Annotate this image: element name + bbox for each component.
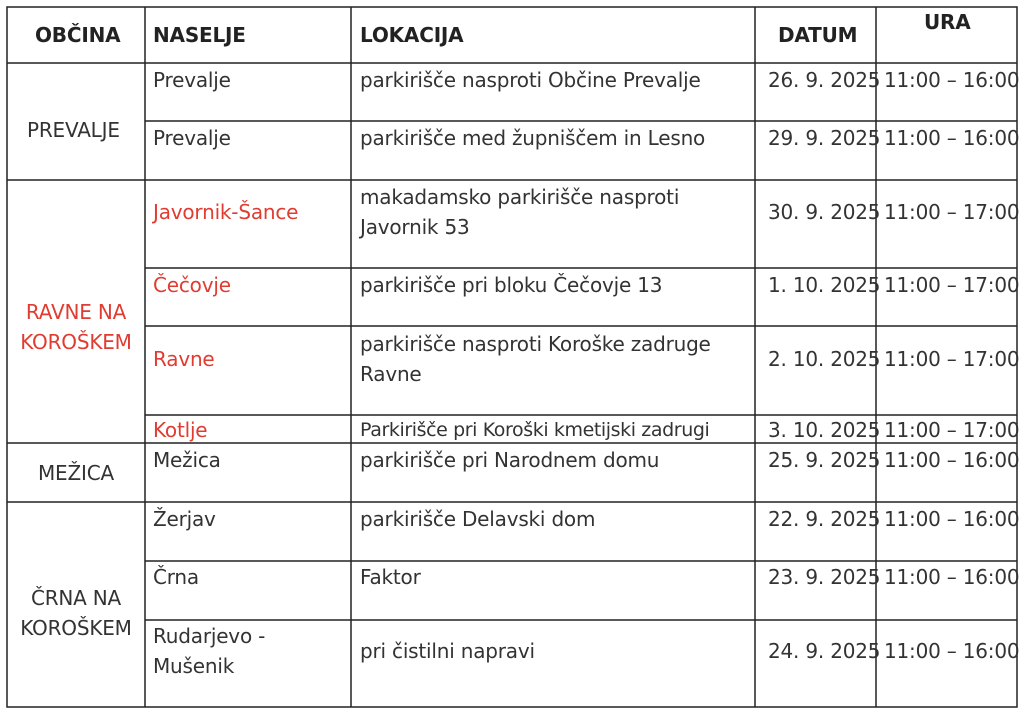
row-lokacija: Faktor	[360, 565, 421, 589]
header-obcina: OBČINA	[35, 23, 121, 47]
row-ura: 11:00 – 16:00	[884, 126, 1020, 150]
row-naselje-line2: Mušenik	[153, 654, 235, 678]
header-datum: DATUM	[778, 23, 858, 47]
header-naselje: NASELJE	[153, 23, 246, 47]
row-datum: 30. 9. 2025	[768, 200, 881, 224]
row-ura: 11:00 – 16:00	[884, 448, 1020, 472]
row-ura: 11:00 – 17:00	[884, 273, 1020, 297]
obcina-prevalje: PREVALJE	[27, 118, 120, 142]
row-datum: 26. 9. 2025	[768, 68, 881, 92]
obcina-mezica: MEŽICA	[38, 461, 114, 485]
row-ura: 11:00 – 17:00	[884, 347, 1020, 371]
row-lokacija-line2: Javornik 53	[360, 215, 470, 239]
row-lokacija: Parkirišče pri Koroški kmetijski zadrugi	[360, 419, 710, 441]
row-datum: 1. 10. 2025	[768, 273, 881, 297]
row-lokacija: parkirišče nasproti Občine Prevalje	[360, 68, 701, 92]
row-datum: 3. 10. 2025	[768, 418, 881, 442]
row-lokacija-line1: makadamsko parkirišče nasproti	[360, 185, 680, 209]
row-datum: 22. 9. 2025	[768, 507, 881, 531]
header-ura: URA	[924, 10, 971, 34]
row-ura: 11:00 – 16:00	[884, 68, 1020, 92]
row-ura: 11:00 – 16:00	[884, 565, 1020, 589]
obcina-crna-line2: KOROŠKEM	[20, 616, 132, 640]
obcina-ravne-line1: RAVNE NA	[25, 300, 127, 324]
row-datum: 25. 9. 2025	[768, 448, 881, 472]
row-datum: 23. 9. 2025	[768, 565, 881, 589]
row-naselje-link[interactable]: Javornik-Šance	[153, 200, 299, 224]
row-lokacija: parkirišče med župniščem in Lesno	[360, 126, 706, 150]
row-ura: 11:00 – 16:00	[884, 507, 1020, 531]
row-naselje: Prevalje	[153, 68, 231, 92]
row-naselje: Mežica	[153, 448, 221, 472]
row-naselje: Črna	[153, 565, 199, 589]
row-naselje: Prevalje	[153, 126, 231, 150]
row-naselje-link[interactable]: Čečovje	[153, 273, 231, 297]
header-lokacija: LOKACIJA	[360, 23, 464, 47]
row-datum: 29. 9. 2025	[768, 126, 881, 150]
obcina-crna-line1: ČRNA NA	[30, 586, 122, 610]
row-lokacija: pri čistilni napravi	[360, 639, 535, 663]
row-naselje-link[interactable]: Kotlje	[153, 418, 208, 442]
row-lokacija-line2: Ravne	[360, 362, 422, 386]
row-lokacija: parkirišče pri Narodnem domu	[360, 448, 660, 472]
row-lokacija: parkirišče Delavski dom	[360, 507, 596, 531]
row-naselje-line1: Rudarjevo -	[153, 624, 266, 648]
row-lokacija-line1: parkirišče nasproti Koroške zadruge	[360, 332, 711, 356]
row-naselje: Žerjav	[153, 507, 216, 531]
row-ura: 11:00 – 16:00	[884, 639, 1020, 663]
row-datum: 2. 10. 2025	[768, 347, 881, 371]
row-lokacija: parkirišče pri bloku Čečovje 13	[360, 273, 663, 297]
obcina-ravne-line2: KOROŠKEM	[20, 330, 132, 354]
row-datum: 24. 9. 2025	[768, 639, 881, 663]
row-ura: 11:00 – 17:00	[884, 200, 1020, 224]
row-naselje-link[interactable]: Ravne	[153, 347, 215, 371]
row-ura: 11:00 – 17:00	[884, 418, 1020, 442]
